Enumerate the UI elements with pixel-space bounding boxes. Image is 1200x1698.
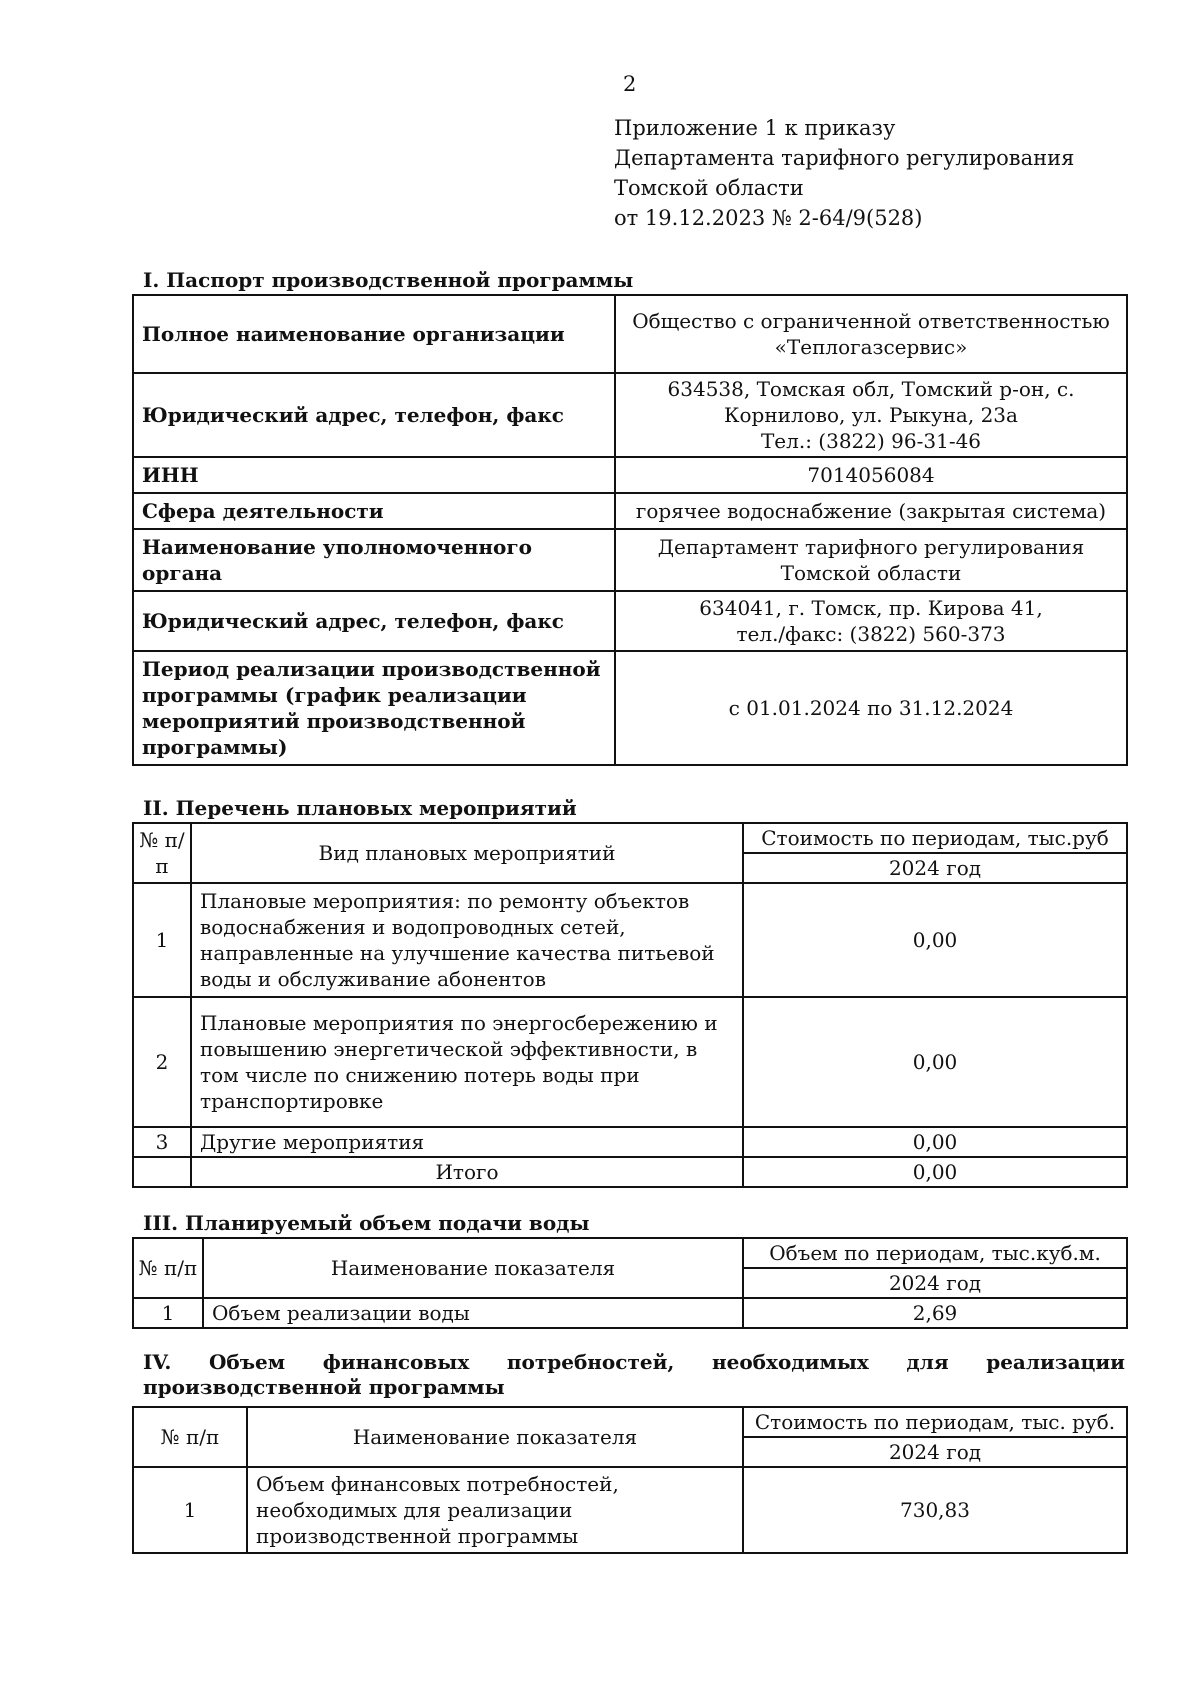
table-row (133, 493, 1127, 529)
passport-table (132, 294, 1128, 766)
table-row (133, 529, 1127, 591)
passport-value: 634538, Томская обл, Томский р-он, с. Корнилово, ул. Рыкуна, 23а Тел.: (3822) 96-31-46 (615, 373, 1127, 457)
col-num-header: № п/п (133, 1238, 203, 1298)
table-row (133, 591, 1127, 651)
passport-label: Период реализации производственной программы (график реализации мероприятий производственной программы) (133, 651, 615, 765)
col-cost-header: Стоимость по периодам, тыс. руб. (743, 1407, 1127, 1437)
row-name: Объем финансовых потребностей, необходимых для реализации производственной программы (247, 1467, 743, 1553)
passport-label: ИНН (133, 457, 615, 493)
col-year-header: 2024 год (743, 853, 1127, 883)
appendix-header (614, 113, 1074, 233)
table-row (133, 883, 1127, 997)
table-header-row (133, 823, 1127, 853)
passport-value: Общество с ограниченной ответственностью «Теплогазсервис» (615, 295, 1127, 373)
row-name: Другие мероприятия (191, 1127, 743, 1157)
row-name: Плановые мероприятия: по ремонту объектов водоснабжения и водопроводных сетей, направленные на улучшение качества питьевой воды и обслуживание абонентов (191, 883, 743, 997)
row-num: 3 (133, 1127, 191, 1157)
col-name-header: Вид плановых мероприятий (191, 823, 743, 883)
table-row (133, 295, 1127, 373)
table-total-row (133, 1157, 1127, 1187)
passport-label: Сфера деятельности (133, 493, 615, 529)
row-value: 0,00 (743, 883, 1127, 997)
table-header-row (133, 1407, 1127, 1437)
table-row (133, 373, 1127, 457)
page-number: 2 (623, 72, 637, 96)
passport-value: горячее водоснабжение (закрытая система) (615, 493, 1127, 529)
water-volume-table (132, 1237, 1128, 1329)
table-row (133, 997, 1127, 1127)
row-name: Объем реализации воды (203, 1298, 743, 1328)
col-year-header: 2024 год (743, 1437, 1127, 1467)
row-num: 1 (133, 1298, 203, 1328)
passport-value: Департамент тарифного регулирования Томской области (615, 529, 1127, 591)
row-name: Плановые мероприятия по энергосбережению и повышению энергетической эффективности, в том числе по снижению потерь воды при транспортировке (191, 997, 743, 1127)
measures-table (132, 822, 1128, 1188)
appendix-line: Приложение 1 к приказу (614, 116, 896, 140)
total-label: Итого (191, 1157, 743, 1187)
table-header-row (133, 1238, 1127, 1268)
row-value: 730,83 (743, 1467, 1127, 1553)
row-num: 1 (133, 1467, 247, 1553)
passport-value: с 01.01.2024 по 31.12.2024 (615, 651, 1127, 765)
appendix-line: Томской области (614, 176, 804, 200)
table-row (133, 457, 1127, 493)
financial-needs-table (132, 1406, 1128, 1554)
col-cost-header: Стоимость по периодам, тыс.руб (743, 823, 1127, 853)
section4-title: IV. Объем финансовых потребностей, необходимых для реализации производственной программы (143, 1350, 1125, 1399)
col-name-header: Наименование показателя (247, 1407, 743, 1467)
col-num-header: № п/п (133, 823, 191, 883)
row-value: 0,00 (743, 1127, 1127, 1157)
passport-label: Юридический адрес, телефон, факс (133, 373, 615, 457)
col-name-header: Наименование показателя (203, 1238, 743, 1298)
passport-value: 634041, г. Томск, пр. Кирова 41, тел./факс: (3822) 560-373 (615, 591, 1127, 651)
passport-label: Наименование уполномоченного органа (133, 529, 615, 591)
table-row (133, 651, 1127, 765)
row-value: 2,69 (743, 1298, 1127, 1328)
appendix-line: от 19.12.2023 № 2-64/9(528) (614, 206, 923, 230)
row-num: 1 (133, 883, 191, 997)
total-value: 0,00 (743, 1157, 1127, 1187)
col-volume-header: Объем по периодам, тыс.куб.м. (743, 1238, 1127, 1268)
col-num-header: № п/п (133, 1407, 247, 1467)
appendix-line: Департамента тарифного регулирования (614, 146, 1075, 170)
section3-title: III. Планируемый объем подачи воды (143, 1211, 590, 1235)
row-num (133, 1157, 191, 1187)
section1-title: I. Паспорт производственной программы (143, 268, 634, 292)
table-row (133, 1467, 1127, 1553)
row-num: 2 (133, 997, 191, 1127)
col-year-header: 2024 год (743, 1268, 1127, 1298)
table-row (133, 1127, 1127, 1157)
passport-label: Полное наименование организации (133, 295, 615, 373)
row-value: 0,00 (743, 997, 1127, 1127)
passport-value: 7014056084 (615, 457, 1127, 493)
passport-label: Юридический адрес, телефон, факс (133, 591, 615, 651)
table-row (133, 1298, 1127, 1328)
section2-title: II. Перечень плановых мероприятий (143, 796, 577, 820)
